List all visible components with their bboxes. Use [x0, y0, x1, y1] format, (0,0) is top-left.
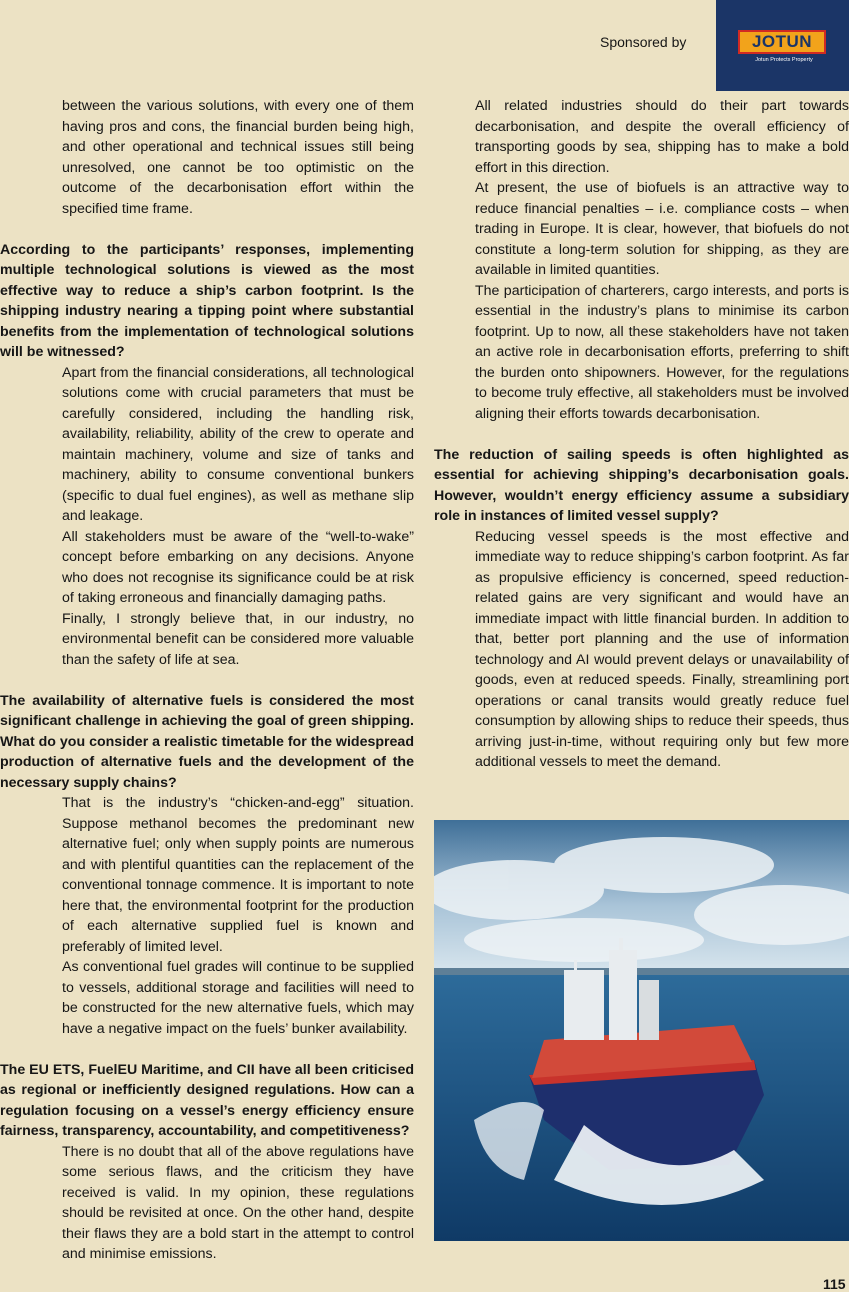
right-paragraph-1: All related industries should do their part towards decarbonisation, and despite the overall efficiency of transporting goods by sea, shipping has to make a bold effort in this direction. [475, 98, 849, 176]
answer-1-p2: All stakeholders must be aware of the “well-to-wake” concept before embarking on any decisions. Anyone who does not recognise its significance could be at risk of taking erroneous and financially damaging paths. [62, 528, 414, 606]
intro-paragraph: between the various solutions, with every one of them having pros and cons, the financial burden being high, and other operational and technical issues still being unresolved, one cannot be too optimistic on the outcome of the decarbonisation effort within the specified time frame. [62, 98, 414, 217]
question-1: According to the participants’ responses, implementing multiple technological solutions is viewed as the most effective way to reduce a ship’s carbon footprint. Is the shipping industry nearing a tipping point where substantial benefits from the implementation of technological solutions will be witnessed? [0, 241, 414, 360]
answer-3-p1: There is no doubt that all of the above regulations have some serious flaws, and the criticism they have received is valid. In my opinion, these regulations should be revisited at once. On the other hand, despite their flaws they are a bold start in the attempt to control and minimise emissions. [62, 1143, 414, 1262]
ship-photo [434, 820, 849, 1241]
right-paragraph-3: The participation of charterers, cargo interests, and ports is essential in the industry’s plans to minimise its carbon footprint. Up to now, all these stakeholders have not taken an active role in decarbonisation efforts, preferring to shift the burden onto shipowners. However, for the regulations to become truly effective, all stakeholders must be involved aligning their efforts towards decarbonisation. [475, 282, 849, 422]
logo-badge [738, 30, 826, 54]
sponsored-by-label: Sponsored by [600, 34, 687, 50]
answer-1-p3: Finally, I strongly believe that, in our industry, no environmental benefit can be considered more valuable than the safety of life at sea. [62, 610, 414, 668]
question-3: The EU ETS, FuelEU Maritime, and CII have all been criticised as regional or inefficiently designed regulations. How can a regulation focusing on a vessel’s energy efficiency ensure fairness, transparency, accountability, and competitiveness? [0, 1061, 414, 1139]
distant-hills [434, 968, 849, 976]
left-column [0, 96, 414, 1265]
question-2: The availability of alternative fuels is considered the most significant challenge in achieving the goal of green shipping. What do you consider a realistic timetable for the widespread production of alternative fuels and the development of the necessary supply chains? [0, 692, 414, 791]
right-column [434, 96, 849, 773]
answer-1-p1: Apart from the financial considerations, all technological solutions come with crucial parameters that must be carefully considered, including the handling risk, availability, reliability, ability of the crew to operate and maintain machinery, volume and size of tanks and machinery, ability to consume conventional bunkers (specific to dual fuel engines), as well as methane slip and leakage. [62, 364, 414, 524]
question-4: The reduction of sailing speeds is often highlighted as essential for achieving shipping’s decarbonisation goals. However, wouldn’t energy efficiency assume a subsidiary role in instances of limited vessel supply? [434, 446, 849, 524]
jotun-logo[interactable] [716, 0, 849, 91]
logo-tagline: Jotun Protects Property [755, 57, 813, 63]
right-paragraph-2: At present, the use of biofuels is an attractive way to reduce financial penalties – i.e. compliance costs – when trading in Europe. It is clear, however, that biofuels do not constitute a long-term solution for shipping, as they are available in limited quantities. [475, 180, 849, 278]
page-number: 115 [823, 1276, 846, 1292]
answer-2-p2: As conventional fuel grades will continue to be supplied to vessels, additional storage and facilities will need to be constructed for the new alternative fuels, which may have a negative impact on the fuels’ bunker availability. [62, 959, 414, 1037]
answer-2-p1: That is the industry’s “chicken-and-egg” situation. Suppose methanol becomes the predominant new alternative fuel; only when supply points are numerous and with plentiful quantities can the replacement of the conventional tonnage commence. It is important to note here that, the environmental footprint for the production of each alternative supplied fuel is known and preferably of limited level. [62, 795, 414, 955]
logo-text: JOTUN [751, 32, 813, 51]
answer-4-p1: Reducing vessel speeds is the most effective and immediate way to reduce shipping’s carbon footprint. As far as propulsive efficiency is concerned, speed reduction-related gains are very significant and would have an immediate impact with little financial burden. In addition to that, better port planning and the use of information technology and AI would prevent delays or unavailability of goods, even at reduced speeds. Finally, streamlining port operations or canal transits would greatly reduce fuel consumption by allowing ships to reduce their speeds, thus arriving just-in-time, without requiring only but few more additional vessels to meet the demand. [475, 528, 849, 770]
